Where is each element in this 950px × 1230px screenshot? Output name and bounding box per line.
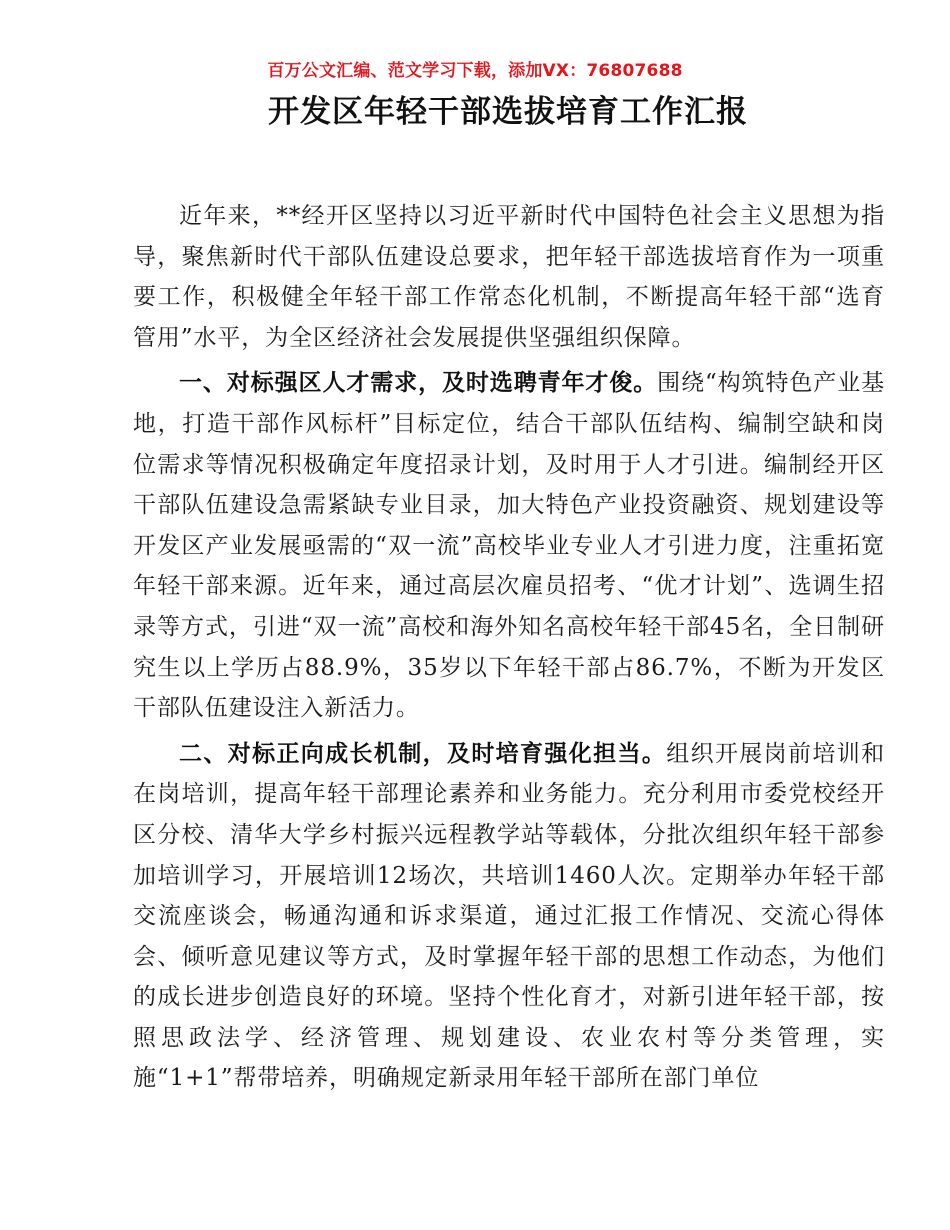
document-body bbox=[133, 196, 885, 1099]
document-title: 开发区年轻干部选拔培育工作汇报 bbox=[268, 94, 748, 130]
paragraph-section-2 bbox=[133, 734, 885, 1099]
section-heading: 一、对标强区人才需求，及时选聘青年才俊。 bbox=[179, 370, 658, 397]
paragraph-text: 近年来，**经开区坚持以习近平新时代中国特色社会主义思想为指导，聚焦新时代干部队伍建设总要求，把年轻干部选拔培育作为一项重要工作，积极健全年轻干部工作常态化机制，不断提高年轻干部“选育管用”水平，为全区经济社会发展提供坚强组织保障。 bbox=[133, 203, 885, 351]
paragraph-text: 组织开展岗前培训和在岗培训，提高年轻干部理论素养和业务能力。充分利用市委党校经开区分校、清华大学乡村振兴远程教学站等载体，分批次组织年轻干部参加培训学习，开展培训12场次，共培训1460人次。定期举办年轻干部交流座谈会，畅通沟通和诉求渠道，通过汇报工作情况、交流心得体会、倾听意见建议等方式，及时掌握年轻干部的思想工作动态，为他们的成长进步创造良好的环境。坚持个性化育才，对新引进年轻干部，按照思政法学、经济管理、规划建设、农业农村等分类管理，实施“1+1”帮带培养，明确规定新录用年轻干部所在部门单位 bbox=[133, 740, 886, 1092]
paragraph-text: 围绕“构筑特色产业基地，打造干部作风标杆”目标定位，结合干部队伍结构、编制空缺和岗位需求等情况积极确定年度招录计划，及时用于人才引进。编制经开区干部队伍建设急需紧缺专业目录，加大特色产业投资融资、规划建设等开发区产业发展亟需的“双一流”高校毕业专业人才引进力度，注重拓宽年轻干部来源。近年来，通过高层次雇员招考、“优才计划”、选调生招录等方式，引进“双一流”高校和海外知名高校年轻干部45名，全日制研究生以上学历占88.9%，35岁以下年轻干部占86.7%，不断为开发区干部队伍建设注入新活力。 bbox=[133, 370, 886, 722]
watermark-banner: 百万公文汇编、范文学习下载，添加VX：76807688 bbox=[267, 61, 683, 81]
section-heading: 二、对标正向成长机制，及时培育强化担当。 bbox=[179, 740, 667, 767]
paragraph-intro bbox=[133, 196, 885, 358]
paragraph-section-1 bbox=[133, 363, 885, 728]
